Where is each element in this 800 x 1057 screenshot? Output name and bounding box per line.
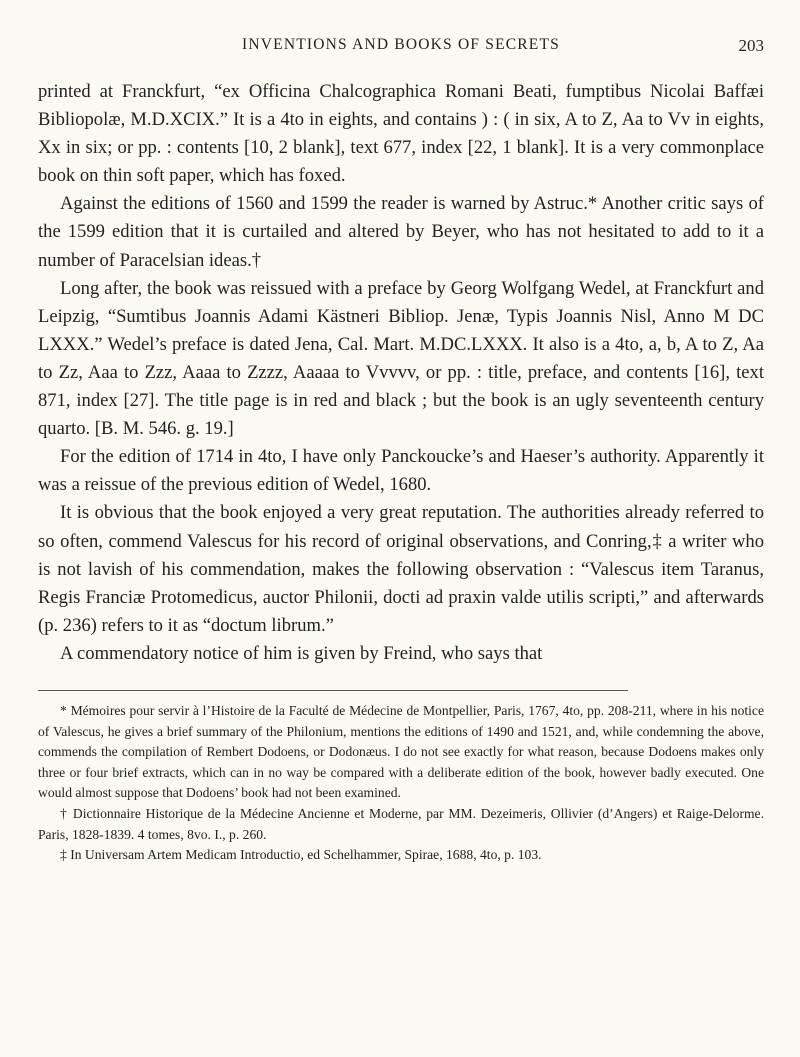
book-page [38,32,764,866]
paragraph: It is obvious that the book enjoyed a very great reputation. The authorities already referred to so often, commend Valescus for his record of original observations, and Conring,‡ a writer who is not lavish of his commendation, makes the following observation : “Valescus item Taranus, Regis Franciæ Protomedicus, auctor Philonii, docti ad praxin valde utilis scripti,” and afterwards (p. 236) refers to it as “doctum librum.” [38,502,764,636]
body-text [38,78,764,668]
paragraph: Against the editions of 1560 and 1599 the reader is warned by Astruc.* Another critic says of the 1599 edition that it is curtailed and altered by Beyer, who has not hesitated to add to it a number of Paracelsian ideas.† [38,193,764,271]
page-number: 203 [738,36,764,55]
paragraph: Long after, the book was reissued with a preface by Georg Wolfgang Wedel, at Franckfurt and Leipzig, “Sumtibus Joannis Adami Kästneri Bibliop. Jenæ, Typis Joannis Nisl, Anno M DC LXXX.” Wedel’s preface is dated Jena, Cal. Mart. M.DC.LXXX. It also is a 4to, a, b, A to Z, Aa to Zz, Aaa to Zzz, Aaaa to Zzzz, Aaaaa to Vvvvv, or pp. : title, preface, and contents [16], text 871, index [27]. The title page is in red and black ; but the book is an ugly seventeenth century quarto. [B. M. 546. g. 19.] [38,277,764,440]
paragraph: A commendatory notice of him is given by Freind, who says that [60,642,543,664]
footnote: † Dictionnaire Historique de la Médecine Ancienne et Moderne, par MM. Dezeimeris, Ollivier (d’Angers) et Raige-Delorme. Paris, 1828-1839. 4 tomes, 8vo. I., p. 260. [38,805,764,842]
footnote: ‡ In Universam Artem Medicam Introductio, ed Schelhammer, Spirae, 1688, 4to, p. 103. [60,847,542,863]
paragraph: printed at Franckfurt, “ex Officina Chalcographica Romani Beati, fumptibus Nicolai Baffæi Bibliopolæ, M.D.XCIX.” It is a 4to in eights, and contains ) : ( in six, A to Z, Aa to Vv in eights, Xx in six; or pp. : contents [10, 2 blank], text 677, index [22, 1 blank]. It is a very commonplace book on thin soft paper, which has foxed. [38,81,764,187]
running-head [38,32,764,62]
running-title: INVENTIONS AND BOOKS OF SECRETS [242,36,560,53]
footnote: * Mémoires pour servir à l’Histoire de la Faculté de Médecine de Montpellier, Paris, 1767, 4to, pp. 208-211, where in his notice of Valescus, he gives a brief summary of the Philonium, mentions the editions of 1490 and 1521, and, while condemning the above, commends the compilation of Rembert Dodoens, or Dodonæus. I do not see exactly for what reason, because Dodoens makes only three or four brief extracts, which can in no way be compared with a deliberate edition of the book, however badly executed. One would almost suppose that Dodoens’ book had not been examined. [38,702,764,801]
footnotes [38,701,764,866]
paragraph: For the edition of 1714 in 4to, I have only Panckoucke’s and Haeser’s authority. Apparently it was a reissue of the previous edition of Wedel, 1680. [38,446,764,496]
footnote-rule [38,690,628,691]
